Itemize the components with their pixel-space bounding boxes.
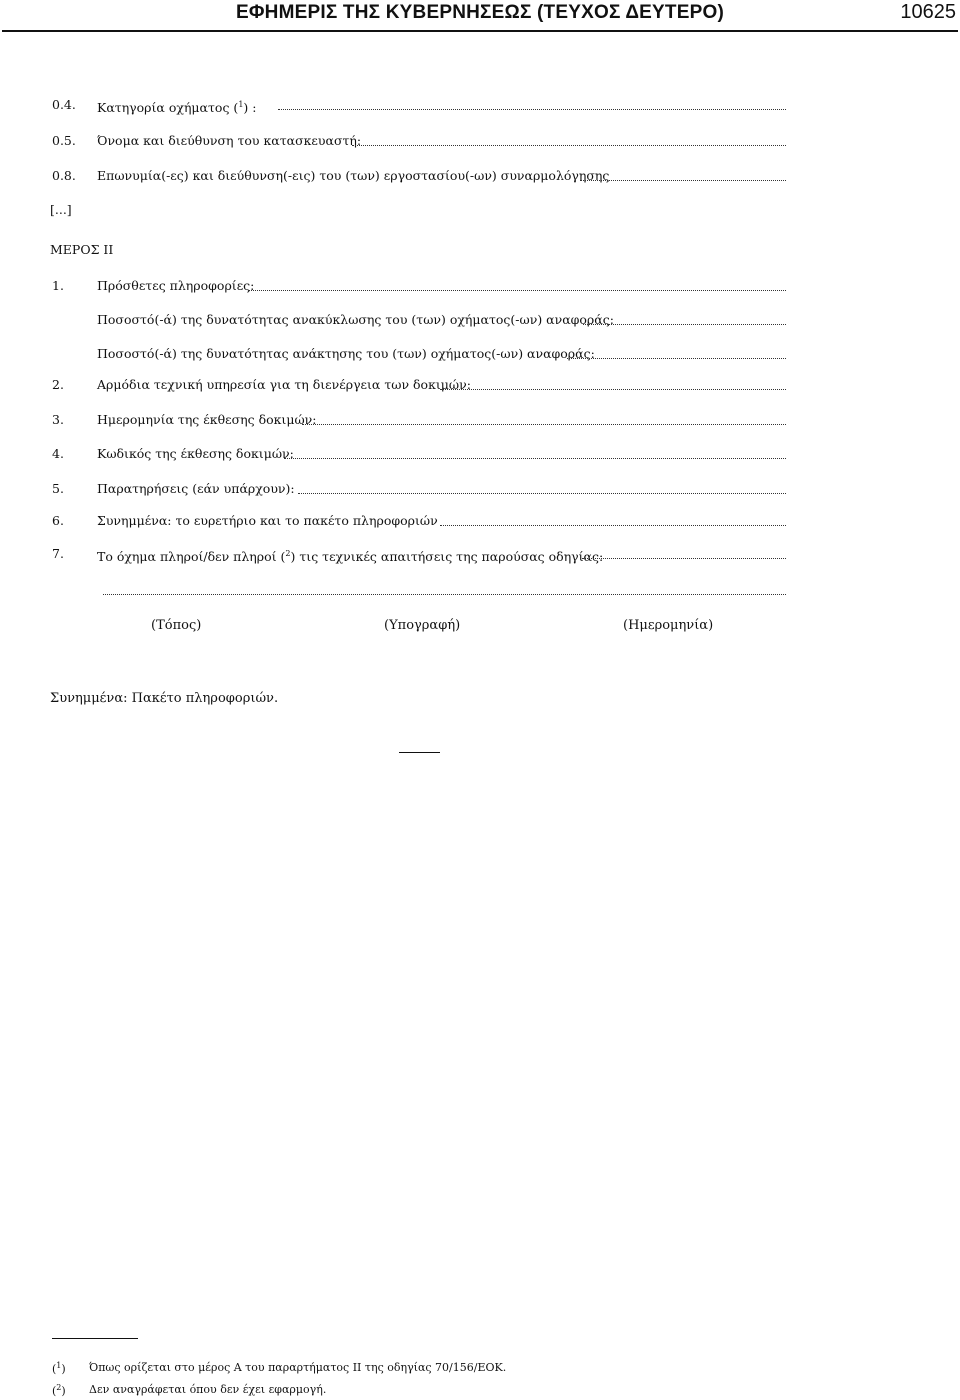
item-label: Κατηγορία οχήματος xyxy=(97,100,230,116)
fill-line xyxy=(278,97,786,110)
item-number: 0.5. xyxy=(52,133,76,148)
footnote-rule xyxy=(52,1338,138,1339)
fill-line xyxy=(583,312,786,325)
item-number: 2. xyxy=(52,377,64,392)
fill-line xyxy=(298,481,786,494)
ellipsis-marker: [...] xyxy=(50,202,72,217)
header-rule xyxy=(2,30,958,32)
item-label: Ποσοστό(-ά) της δυνατότητας ανάκτησης του (των) οχήματος(-ων) αναφοράς: xyxy=(97,346,595,361)
fill-line xyxy=(580,168,786,181)
footnote-text: Όπως ορίζεται στο μέρος A του παραρτήματος II της οδηγίας 70/156/ΕΟΚ. xyxy=(89,1361,507,1374)
item-label: Αρμόδια τεχνική υπηρεσία για τη διενέργεια των δοκιμών: xyxy=(97,377,471,392)
fill-line xyxy=(302,412,786,425)
signature-label: (Υπογραφή) xyxy=(384,618,461,633)
footnote-2: ($^2$) Δεν αναγράφεται όπου δεν έχει εφαρμογή. xyxy=(52,1383,327,1398)
footnote-ref: 1 xyxy=(238,100,244,109)
item-label: Το όχημα πληροί/δεν πληροί xyxy=(97,549,277,565)
item-label: Συνημμένα: το ευρετήριο και το πακέτο πληροφοριών xyxy=(97,513,438,528)
item-number: 7. xyxy=(52,546,64,561)
attachments-note: Συνημμένα: Πακέτο πληροφοριών. xyxy=(50,691,279,706)
footnote-mark: 2 xyxy=(56,1383,62,1392)
fill-line xyxy=(284,446,786,459)
item-label: Παρατηρήσεις (εάν υπάρχουν): xyxy=(97,481,295,496)
item-number: 4. xyxy=(52,446,64,461)
item-label: Κωδικός της έκθεσης δοκιμών: xyxy=(97,446,294,461)
gazette-title: ΕΦΗΜΕΡΙΣ ΤΗΣ ΚΥΒΕΡΝΗΣΕΩΣ (ΤΕΥΧΟΣ ΔΕΥΤΕΡΟ) xyxy=(236,2,724,23)
section-end-rule xyxy=(399,752,440,753)
fill-line xyxy=(352,133,786,146)
fill-line xyxy=(567,346,786,359)
item-label: Επωνυμία(-ες) και διεύθυνση(-εις) του (των) εργοστασίου(-ων) συναρμολόγησης xyxy=(97,168,610,183)
item-number: 3. xyxy=(52,412,64,427)
footnote-ref: 2 xyxy=(285,549,291,558)
fill-line xyxy=(582,546,786,559)
page-number: 10625 xyxy=(900,1,956,23)
place-label: (Τόπος) xyxy=(151,618,202,633)
fill-line xyxy=(440,377,786,390)
signature-fill-line xyxy=(103,584,786,595)
item-number: 0.8. xyxy=(52,168,76,183)
item-label: Πρόσθετες πληροφορίες: xyxy=(97,278,255,293)
item-label: Ημερομηνία της έκθεσης δοκιμών: xyxy=(97,412,317,427)
fill-line xyxy=(248,278,786,291)
item-label: Ποσοστό(-ά) της δυνατότητας ανακύκλωσης του (των) οχήματος(-ων) αναφοράς: xyxy=(97,312,614,327)
page-header xyxy=(0,0,960,32)
item-number: 1. xyxy=(52,278,64,293)
date-label: (Ημερομηνία) xyxy=(623,618,714,633)
footnote-1: ($^1$) Όπως ορίζεται στο μέρος A του παραρτήματος II της οδηγίας 70/156/ΕΟΚ. xyxy=(52,1361,507,1376)
item-label: Όνομα και διεύθυνση του κατασκευαστή: xyxy=(97,133,362,148)
part-heading: ΜΕΡΟΣ II xyxy=(50,242,114,257)
item-label-continued: τις τεχνικές απαιτήσεις της παρούσας οδηγίας: xyxy=(299,549,604,565)
item-number: 0.4. xyxy=(52,97,76,112)
item-colon: : xyxy=(252,100,257,116)
item-number: 6. xyxy=(52,513,64,528)
footnote-text: Δεν αναγράφεται όπου δεν έχει εφαρμογή. xyxy=(89,1383,327,1396)
fill-line xyxy=(440,513,786,526)
item-number: 5. xyxy=(52,481,64,496)
footnote-mark: 1 xyxy=(56,1361,62,1370)
